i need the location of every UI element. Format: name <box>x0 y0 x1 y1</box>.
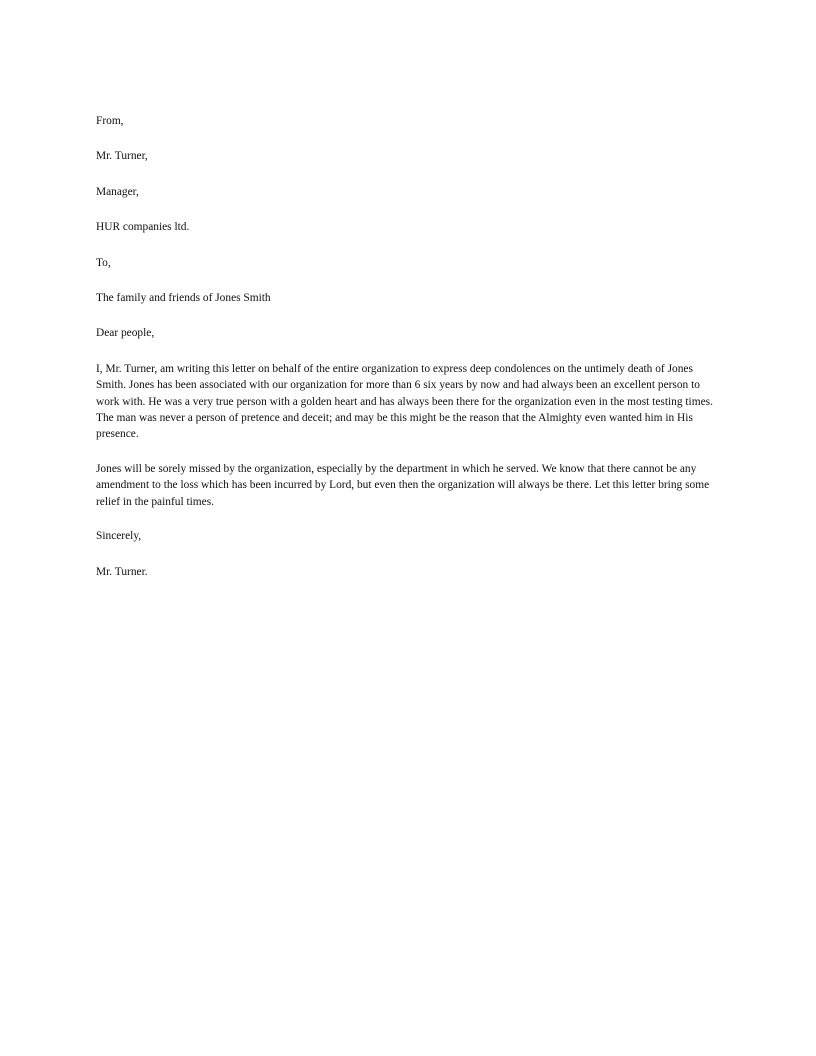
sender-name: Mr. Turner, <box>96 150 148 163</box>
recipient: The family and friends of Jones Smith <box>96 292 271 305</box>
to-label: To, <box>96 256 111 269</box>
condolence-letter <box>96 113 720 599</box>
signature: Mr. Turner. <box>96 565 148 578</box>
salutation: Dear people, <box>96 327 155 340</box>
body-paragraph-2: Jones will be sorely missed by the organization, especially by the department in which he served. We know that there cannot be any amendment to the loss which has been incurred by Lord, but even then the organization will always be there. Let this letter bring some relief in the painful times. <box>96 462 710 508</box>
sender-title: Manager, <box>96 185 139 198</box>
company-name: HUR companies ltd. <box>96 221 190 234</box>
body-paragraph-1: I, Mr. Turner, am writing this letter on behalf of the entire organization to express deep condolences on the untimely death of Jones Smith. Jones has been associated with our organization for more than 6 six years by now and had always been an excellent person to work with. He was a very true person with a golden heart and has always been there for the organization even in the most testing times. The man was never a person of pretence and deceit; and may be this might be the reason that the Almighty even wanted him in His presence. <box>96 362 713 441</box>
closing: Sincerely, <box>96 530 142 543</box>
from-label: From, <box>96 115 124 127</box>
